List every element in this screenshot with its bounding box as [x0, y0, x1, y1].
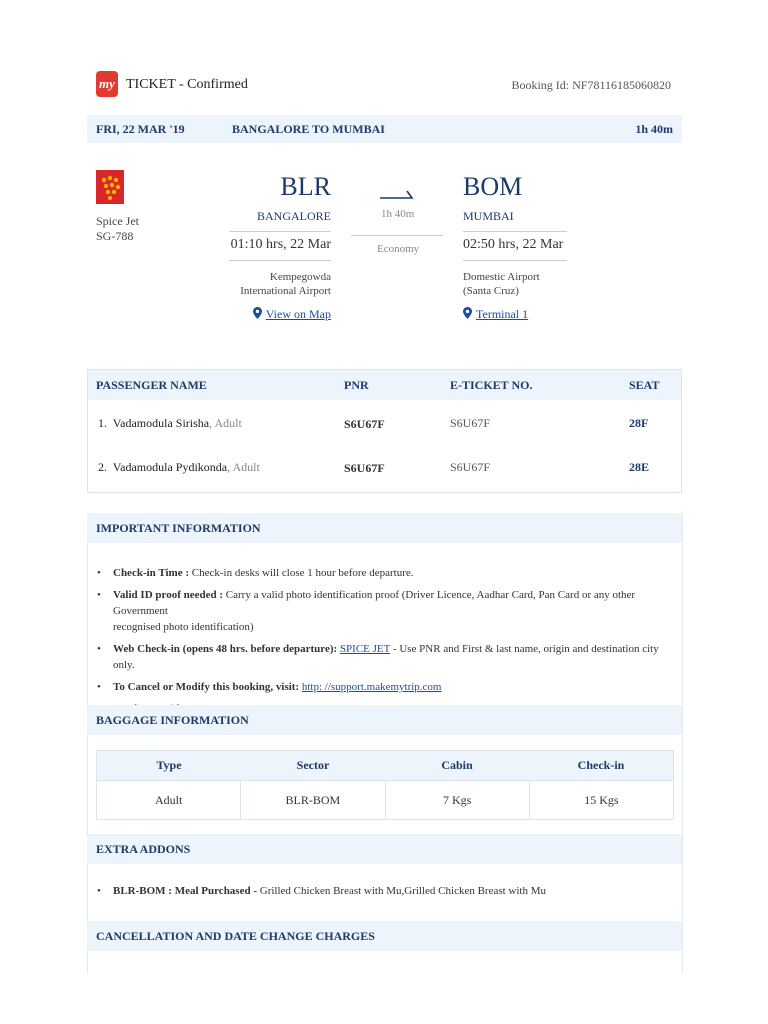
passenger-type: , Adult: [227, 460, 260, 474]
bullet: •: [97, 681, 101, 693]
passenger-pnr: S6U67F: [344, 461, 385, 475]
checkin-text: Check-in desks will close 1 hour before departure.: [189, 567, 414, 579]
col-seat: SEAT: [629, 378, 660, 392]
divider: [463, 260, 567, 261]
flight-duration: 1h 40m: [381, 208, 415, 220]
departure-airport-line2: International Airport: [240, 285, 331, 297]
trip-duration: 1h 40m: [635, 122, 673, 136]
airline-name: Spice Jet: [96, 214, 139, 228]
map-pin-icon: [253, 307, 262, 323]
plane-arrow-icon: [379, 186, 415, 205]
title-status: - Confirmed: [175, 77, 248, 92]
passenger-number: 2.: [98, 460, 107, 474]
page-title: [126, 77, 248, 93]
passenger-seat: 28F: [629, 416, 649, 430]
arrival-code: BOM: [463, 172, 523, 201]
arrival-airport-line2: (Santa Cruz): [463, 285, 519, 297]
passenger-eticket: S6U67F: [450, 460, 491, 474]
baggage-row: [97, 780, 673, 820]
baggage-col-checkin: Check-in: [577, 758, 625, 772]
departure-airport-line1: Kempegowda: [269, 271, 331, 283]
info-item-checkin: [96, 565, 666, 581]
addon-text: Grilled Chicken Breast with Mu,Grilled Chicken Breast with Mu: [257, 885, 547, 897]
id-text-cont: recognised photo identification): [113, 621, 254, 633]
col-pnr: PNR: [344, 378, 369, 392]
info-item-cancel: [96, 679, 666, 695]
support-link[interactable]: http: //support.makemytrip.com: [301, 681, 442, 693]
passenger-eticket: S6U67F: [450, 416, 491, 430]
baggage-col-cabin: Cabin: [441, 758, 473, 772]
arrival-airport: [463, 270, 540, 298]
web-checkin-label: Web Check-in (opens 48 hrs. before departure):: [113, 643, 338, 655]
arrival-airport-line1: Domestic Airport: [463, 271, 540, 283]
baggage-sector: BLR-BOM: [241, 781, 385, 820]
spicejet-logo-icon: [96, 170, 124, 204]
departure-code: BLR: [280, 172, 331, 201]
bullet: •: [97, 589, 101, 601]
info-item-id: [96, 587, 666, 635]
divider: [229, 260, 331, 261]
booking-id: Booking Id: NF78116185060820: [511, 78, 671, 92]
important-info-title: IMPORTANT INFORMATION: [96, 521, 261, 535]
departure-city: BANGALORE: [257, 209, 331, 223]
baggage-col-type: Type: [156, 758, 182, 772]
cancellation-title: CANCELLATION AND DATE CHANGE CHARGES: [96, 929, 375, 943]
arrival-city: MUMBAI: [463, 209, 514, 223]
passenger-name: Vadamodula Sirisha: [112, 416, 210, 430]
passenger-row: [98, 460, 260, 475]
passenger-pnr: S6U67F: [344, 417, 385, 431]
divider: [229, 231, 331, 232]
view-on-map-link[interactable]: [253, 307, 331, 323]
departure-time: 01:10 hrs, 22 Mar: [230, 237, 331, 252]
passenger-row: [98, 416, 242, 431]
baggage-type: Adult: [97, 781, 241, 820]
addon-label: BLR-BOM : Meal Purchased -: [113, 885, 258, 897]
terminal-link-text[interactable]: Terminal 1: [476, 307, 529, 321]
title-ticket: TICKET: [126, 77, 176, 92]
bullet: •: [97, 643, 101, 655]
view-on-map-text[interactable]: View on Map: [265, 307, 331, 321]
col-passenger-name: PASSENGER NAME: [96, 378, 207, 392]
trip-date: FRI, 22 MAR '19: [96, 122, 185, 136]
bullet: •: [97, 567, 101, 579]
baggage-table: [96, 750, 674, 820]
map-pin-icon: [463, 307, 472, 323]
baggage-checkin: 15 Kgs: [584, 793, 619, 807]
info-list: [96, 565, 666, 717]
passenger-type: , Adult: [209, 416, 242, 430]
baggage-info-title: BAGGAGE INFORMATION: [96, 713, 249, 727]
terminal-link[interactable]: [463, 307, 528, 323]
passenger-name: Vadamodula Pydikonda: [112, 460, 228, 474]
extra-addons-title: EXTRA ADDONS: [96, 842, 191, 856]
passenger-number: 1.: [98, 416, 107, 430]
mmt-logo: [96, 71, 118, 97]
checkin-label: Check-in Time :: [113, 567, 189, 579]
id-label: Valid ID proof needed :: [113, 589, 224, 601]
logo-text: my: [99, 76, 115, 91]
spicejet-link[interactable]: SPICE JET: [339, 643, 391, 655]
baggage-cabin: 7 Kgs: [386, 781, 530, 820]
divider: [351, 235, 443, 236]
arrival-time: 02:50 hrs, 22 Mar: [463, 237, 564, 252]
id-text: Carry a valid photo identification proof (Driver Licence, Aadhar Card, Pan Card or any other Government: [113, 589, 636, 617]
trip-route: BANGALORE TO MUMBAI: [232, 122, 385, 136]
addon-item: [96, 885, 546, 897]
passenger-seat: 28E: [629, 460, 650, 474]
col-eticket: E-TICKET NO.: [450, 378, 533, 392]
info-item-webcheckin: [96, 641, 666, 673]
web-checkin-text: - Use PNR and First & last name, origin and destination city only.: [113, 643, 659, 671]
baggage-header-row: [97, 751, 673, 780]
baggage-col-sector: Sector: [296, 758, 330, 772]
cancel-label: To Cancel or Modify this booking, visit:: [113, 681, 300, 693]
bullet: •: [97, 885, 101, 897]
departure-airport: [240, 270, 331, 298]
cabin-class: Economy: [377, 243, 420, 255]
flight-number: SG-788: [96, 229, 134, 243]
divider: [463, 231, 567, 232]
